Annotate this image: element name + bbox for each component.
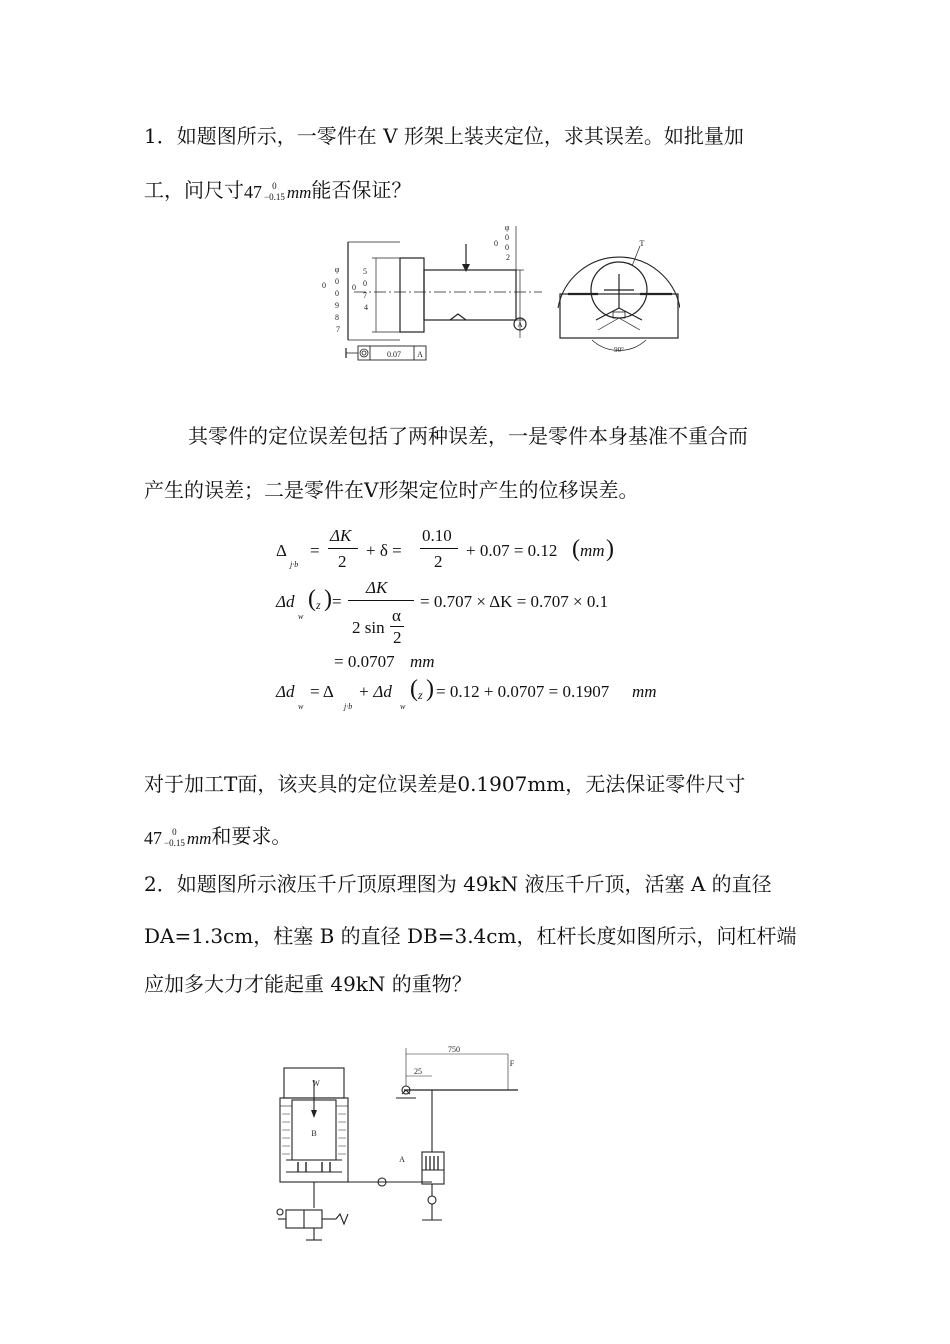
analysis-line2: 产生的误差；二是零件在V形架定位时产生的位移误差。 <box>144 478 639 502</box>
lever-force-label: F <box>509 1059 515 1068</box>
tolerance-dimension-2 <box>144 825 211 851</box>
hydraulic-jack-figure <box>268 1040 528 1250</box>
tol-unit: mm <box>286 182 312 202</box>
tol-nominal: 47 <box>244 181 262 202</box>
eq1-lhs: Δ <box>276 541 287 560</box>
eq1-frac1-den: 2 <box>338 552 347 571</box>
analysis-line1: 其零件的定位误差包括了两种误差，一是零件本身基准不重合而 <box>188 424 748 448</box>
tol2-unit: mm <box>186 828 212 848</box>
eq2-tail: = 0.707 × ΔK = 0.707 × 0.1 <box>420 592 609 611</box>
frame-tolerance: 0.07 <box>387 350 401 359</box>
tol-lower: −0.15 <box>264 192 285 202</box>
q2-line2: DA=1.3cm，柱塞 B 的直径 DB=3.4cm，杠杆长度如图所示，问杠杆端 <box>144 924 797 948</box>
dim-left-c5: 8 <box>335 313 339 322</box>
t-surface-label: T <box>639 239 645 248</box>
dim-mid-c3: 7 <box>363 291 367 300</box>
tol2-nominal: 47 <box>144 827 162 848</box>
lever-short-length: 25 <box>414 1067 422 1076</box>
eq4-sub3: w <box>400 702 406 711</box>
q2-line3: 应加多大力才能起重 49kN 的重物？ <box>144 972 472 996</box>
dim-mid-c2: 0 <box>363 279 367 288</box>
dim-left-c6: 7 <box>336 325 340 334</box>
dim-left-text <box>335 265 342 334</box>
conclusion-line2 <box>144 824 291 851</box>
eq3-value: = 0.0707 <box>334 652 395 671</box>
eq1-unit: mm <box>580 541 605 560</box>
dim-right-c1: φ <box>504 223 510 232</box>
dim-left-c2: 0 <box>335 277 339 286</box>
eq4-unit: mm <box>632 682 657 701</box>
dim-mid-text <box>363 267 369 312</box>
dim-left-c1: φ <box>334 265 340 274</box>
eq4-plus: + Δd <box>358 682 392 701</box>
dim-mid-lead: 0 <box>352 283 356 292</box>
v-angle-label: 90° <box>614 346 624 354</box>
q1-line2-pre: 工，问尺寸 <box>144 178 244 202</box>
dim-right-c4: 2 <box>506 253 510 262</box>
eq1-frac2-num: 0.10 <box>422 526 452 545</box>
plunger-b-label: B <box>311 1129 317 1138</box>
eq2-sub: w <box>298 612 304 621</box>
lever-long-length: 750 <box>448 1045 460 1054</box>
eq4-z: z <box>418 688 423 702</box>
eq2-alpha: α <box>392 606 401 625</box>
eq4-lhs: Δd <box>276 682 295 701</box>
dim-left-lead: 0 <box>322 281 326 290</box>
eq4-sub2: j·b <box>344 702 353 711</box>
eq2-alpha-den: 2 <box>393 628 402 647</box>
eq1-sub: j·b <box>290 560 299 569</box>
dim-right-c2: 0 <box>505 233 509 242</box>
conclusion-line1: 对于加工T面，该夹具的定位误差是0.1907mm，无法保证零件尺寸 <box>144 772 746 796</box>
v-block-figure <box>310 220 680 365</box>
conclusion-line2-post: 和要求。 <box>211 824 292 848</box>
tol-upper: 0 <box>272 181 277 191</box>
eq2-z: z <box>316 598 321 612</box>
equation-block: Δ j·b = ΔK 2 + δ = 0.10 2 + 0.07 = 0.12 ( mm ) Δd w ( z ) = ΔK 2 sin α 2 = 0.707 × ΔK = 0.707 × 0.1 = 0.0707 mm Δd w = Δ j·b + Δd w ( z ) = 0.12 + 0.0707 = 0.1907 mm <box>276 526 657 711</box>
q1-line2 <box>144 178 411 205</box>
datum-label: A <box>517 321 523 329</box>
frame-datum: A <box>417 350 423 359</box>
eq1-eq: = <box>310 541 320 560</box>
eq4-tail: = 0.12 + 0.0707 = 0.1907 <box>436 682 610 701</box>
piston-a-label: A <box>399 1155 405 1164</box>
eq2-frac-den: 2 sin <box>352 618 385 637</box>
q1-line1: 1．如题图所示，一零件在 V 形架上装夹定位，求其误差。如批量加 <box>144 124 744 148</box>
dim-right-lead: 0 <box>494 239 498 248</box>
weight-label: W <box>312 1079 320 1088</box>
q2-line1: 2．如题图所示液压千斤顶原理图为 49kN 液压千斤顶，活塞 A 的直径 <box>144 872 772 896</box>
tolerance-dimension <box>244 179 311 205</box>
eq1-mid: + δ = <box>366 541 402 560</box>
eq2-lhs: Δd <box>276 592 295 611</box>
eq1-tail: + 0.07 = 0.12 <box>466 541 558 560</box>
dim-left-c3: 0 <box>335 289 339 298</box>
eq2-frac-num: ΔK <box>366 578 388 597</box>
eq1-frac1-num: ΔK <box>330 526 352 545</box>
eq4-sub1: w <box>298 702 304 711</box>
dim-mid-c4: 4 <box>364 303 368 312</box>
eq1 <box>276 541 287 561</box>
eq4-mid: = Δ <box>310 682 334 701</box>
eq1-frac2-den: 2 <box>434 552 443 571</box>
dim-mid-c1: 5 <box>363 267 367 276</box>
dim-left-c4: 9 <box>335 301 339 310</box>
tol2-upper: 0 <box>172 827 177 837</box>
eq3-unit: mm <box>410 652 435 671</box>
dim-right-text <box>505 223 512 262</box>
q1-line2-post: 能否保证？ <box>311 178 412 202</box>
dim-right-c3: 0 <box>505 243 509 252</box>
tol2-lower: −0.15 <box>164 838 185 848</box>
